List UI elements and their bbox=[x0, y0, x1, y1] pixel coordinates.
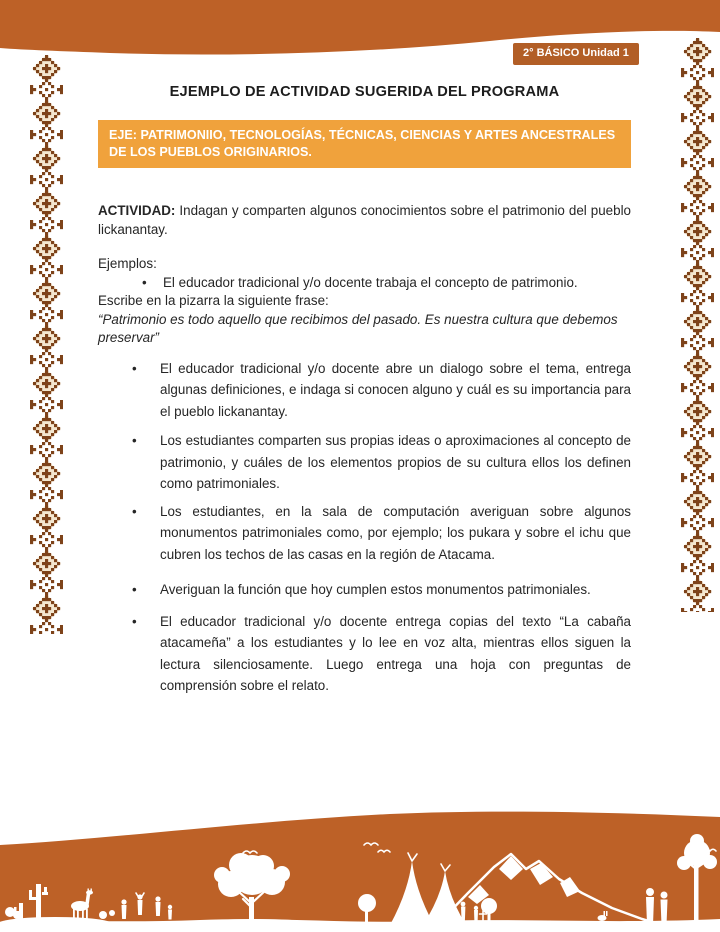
activity-text: Indagan y comparten algunos conocimientos sobre el patrimonio del pueblo lickanantay. bbox=[98, 203, 631, 237]
activity-bullet-text: • El educador tradicional y/o docente entrega copias del texto “La cabaña atacameña” a los estudiantes y lo lee en voz alta, mientras ellos siguen la lectura silenciosamente. Luego entrega una hoja con preguntas de comprensión sobre el relato. bbox=[160, 613, 631, 693]
andean-border-pattern-left-icon bbox=[30, 55, 63, 634]
activity-bullet-text: • Los estudiantes comparten sus propias ideas o aproximaciones al concepto de patrimonio, y cuáles de los elementos propios de su cultura ellos los definen como patrimoniales. bbox=[160, 433, 631, 491]
activity-bullet bbox=[98, 430, 631, 495]
unit-badge-label: 2° BÁSICO Unidad 1 bbox=[523, 47, 629, 59]
footer-landscape-illustration bbox=[0, 807, 720, 932]
examples-heading: Ejemplos: bbox=[98, 256, 157, 271]
activity-bullet bbox=[98, 358, 631, 423]
main-content bbox=[98, 84, 631, 697]
activity-bullet bbox=[98, 501, 631, 566]
activity-bullet-text: • Averiguan la función que hoy cumplen estos monumentos patrimoniales. bbox=[160, 582, 591, 597]
activity-bullet bbox=[98, 611, 631, 697]
andean-border-pattern-right-icon bbox=[681, 38, 714, 612]
unit-badge bbox=[511, 41, 641, 67]
eje-banner-text: EJE: PATRIMONIIO, TECNOLOGÍAS, TÉCNICAS, CIENCIAS Y ARTES ANCESTRALES DE LOS PUEBLOS ORIGINARIOS. bbox=[109, 128, 616, 159]
example-first-bullet-text: • El educador tradicional y/o docente trabaja el concepto de patrimonio. bbox=[163, 274, 578, 290]
eje-banner bbox=[98, 120, 631, 168]
activity-bullet-text: • El educador tradicional y/o docente abre un dialogo sobre el tema, entrega algunas definiciones, e indaga si conocen alguno y cuál es su importancia para el pueblo lickanantay. bbox=[160, 360, 631, 419]
board-quote: “Patrimonio es todo aquello que recibimos del pasado. Es nuestra cultura que debemos preservar” bbox=[98, 311, 618, 345]
activity-bullet-text: • Los estudiantes, en la sala de computación averiguan sobre algunos monumentos patrimoniales como, por ejemplo; los pukara y sobre el ichu que cubren los techos de las casas en la región de Atacama. bbox=[160, 503, 631, 562]
example-first-bullet bbox=[98, 274, 631, 293]
activity-bullet bbox=[98, 579, 631, 601]
page-title: EJEMPLO DE ACTIVIDAD SUGERIDA DEL PROGRAMA bbox=[169, 84, 560, 100]
activity-paragraph bbox=[98, 202, 631, 239]
board-intro-line: Escribe en la pizarra la siguiente frase: bbox=[98, 293, 329, 308]
activity-label: ACTIVIDAD: bbox=[98, 203, 176, 218]
